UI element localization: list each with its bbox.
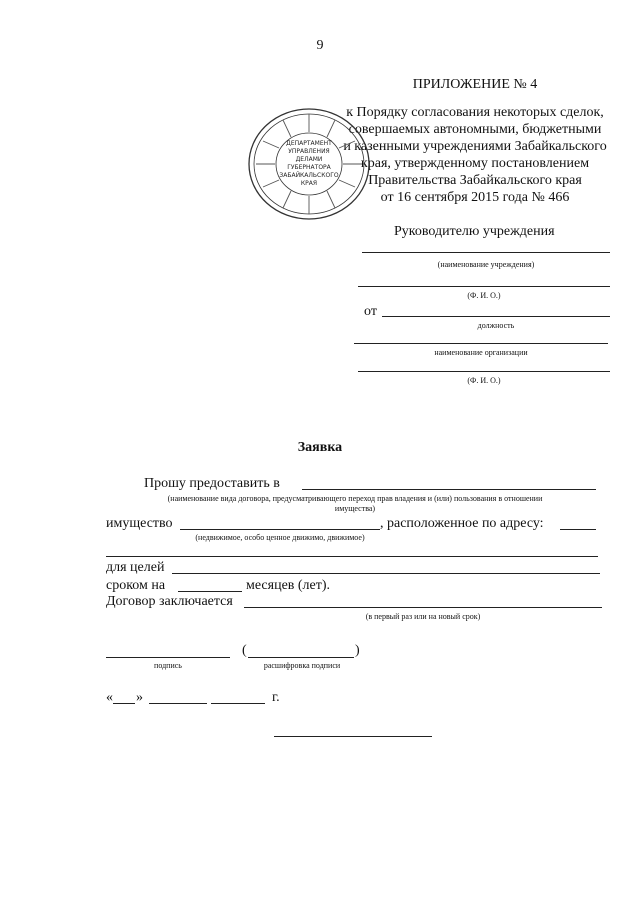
signature-caption: подпись	[154, 661, 182, 670]
organization-caption: наименование организации	[434, 348, 528, 357]
appendix-title: ПРИЛОЖЕНИЕ № 4	[412, 77, 538, 92]
signature-decode-caption: расшифровка подписи	[263, 661, 341, 670]
address-line[interactable]	[106, 556, 598, 557]
signature-decode-line[interactable]	[248, 657, 354, 658]
property-label: имущество	[106, 516, 173, 531]
stamp-text-3: ДЕЛАМИ	[295, 156, 323, 163]
appendix-line-1: к Порядку согласования некоторых сделок,	[346, 105, 604, 120]
purpose-line[interactable]	[172, 573, 600, 574]
request-label: Прошу предоставить в	[144, 476, 280, 491]
institution-line[interactable]	[362, 252, 610, 253]
institution-caption: (наименование учреждения)	[437, 260, 535, 269]
date-day-line[interactable]	[113, 703, 135, 704]
property-caption: (недвижимое, особо ценное движимо, движимое)	[195, 533, 365, 542]
page-number: 9	[316, 38, 324, 53]
fio2-caption: (Ф. И. О.)	[467, 376, 501, 385]
form-title: Заявка	[297, 440, 343, 455]
address-label: , расположенное по адресу:	[380, 516, 544, 531]
contract-type-line[interactable]	[302, 489, 596, 490]
appendix-line-6: от 16 сентября 2015 года № 466	[380, 190, 570, 205]
contract-caption-2: имущества)	[334, 504, 376, 513]
organization-line[interactable]	[354, 343, 608, 344]
term-line[interactable]	[178, 591, 242, 592]
concluded-caption: (в первый раз или на новый срок)	[365, 612, 481, 621]
stamp-text-4: ГУБЕРНАТОРА	[287, 164, 331, 171]
contract-concluded-label: Договор заключается	[106, 594, 233, 609]
appendix-line-5: Правительства Забайкальского края	[368, 173, 582, 188]
appendix-line-4: края, утвержденному постановлением	[360, 156, 590, 171]
official-stamp	[245, 105, 373, 223]
term-label: сроком на	[106, 578, 166, 593]
contract-caption-1: (наименование вида договора, предусматривающего переход прав владения и (или) пользования в отношении	[167, 494, 543, 503]
term-units: месяцев (лет).	[246, 578, 331, 593]
bottom-separator	[274, 736, 432, 737]
position-caption: должность	[477, 321, 515, 330]
fio-caption: (Ф. И. О.)	[467, 291, 501, 300]
appendix-line-2: совершаемых автономными, бюджетными	[348, 122, 602, 137]
address-short-line[interactable]	[560, 529, 596, 530]
fio2-line[interactable]	[358, 371, 610, 372]
paren-close: )	[355, 643, 360, 658]
paren-open: (	[242, 643, 247, 658]
date-month-line-2[interactable]	[211, 703, 265, 704]
from-label: от	[364, 304, 377, 319]
position-line[interactable]	[382, 316, 610, 317]
recipient-label: Руководителю учреждения	[394, 224, 555, 239]
contract-concluded-line[interactable]	[244, 607, 602, 608]
stamp-text-1: ДЕПАРТАМЕНТ	[286, 140, 332, 147]
date-month-line-1[interactable]	[149, 703, 207, 704]
signature-line[interactable]	[106, 657, 230, 658]
fio-line[interactable]	[358, 286, 610, 287]
date-open-quote: «	[106, 690, 113, 705]
year-suffix: г.	[272, 690, 280, 705]
appendix-line-3: и казенными учреждениями Забайкальского	[343, 139, 607, 154]
stamp-text-6: КРАЯ	[300, 180, 318, 187]
stamp-text-5: ЗАБАЙКАЛЬСКОГО	[279, 172, 339, 179]
stamp-text-2: УПРАВЛЕНИЯ	[288, 148, 330, 155]
property-type-line[interactable]	[180, 529, 380, 530]
date-close-quote: »	[136, 690, 143, 705]
purpose-label: для целей	[106, 560, 165, 575]
